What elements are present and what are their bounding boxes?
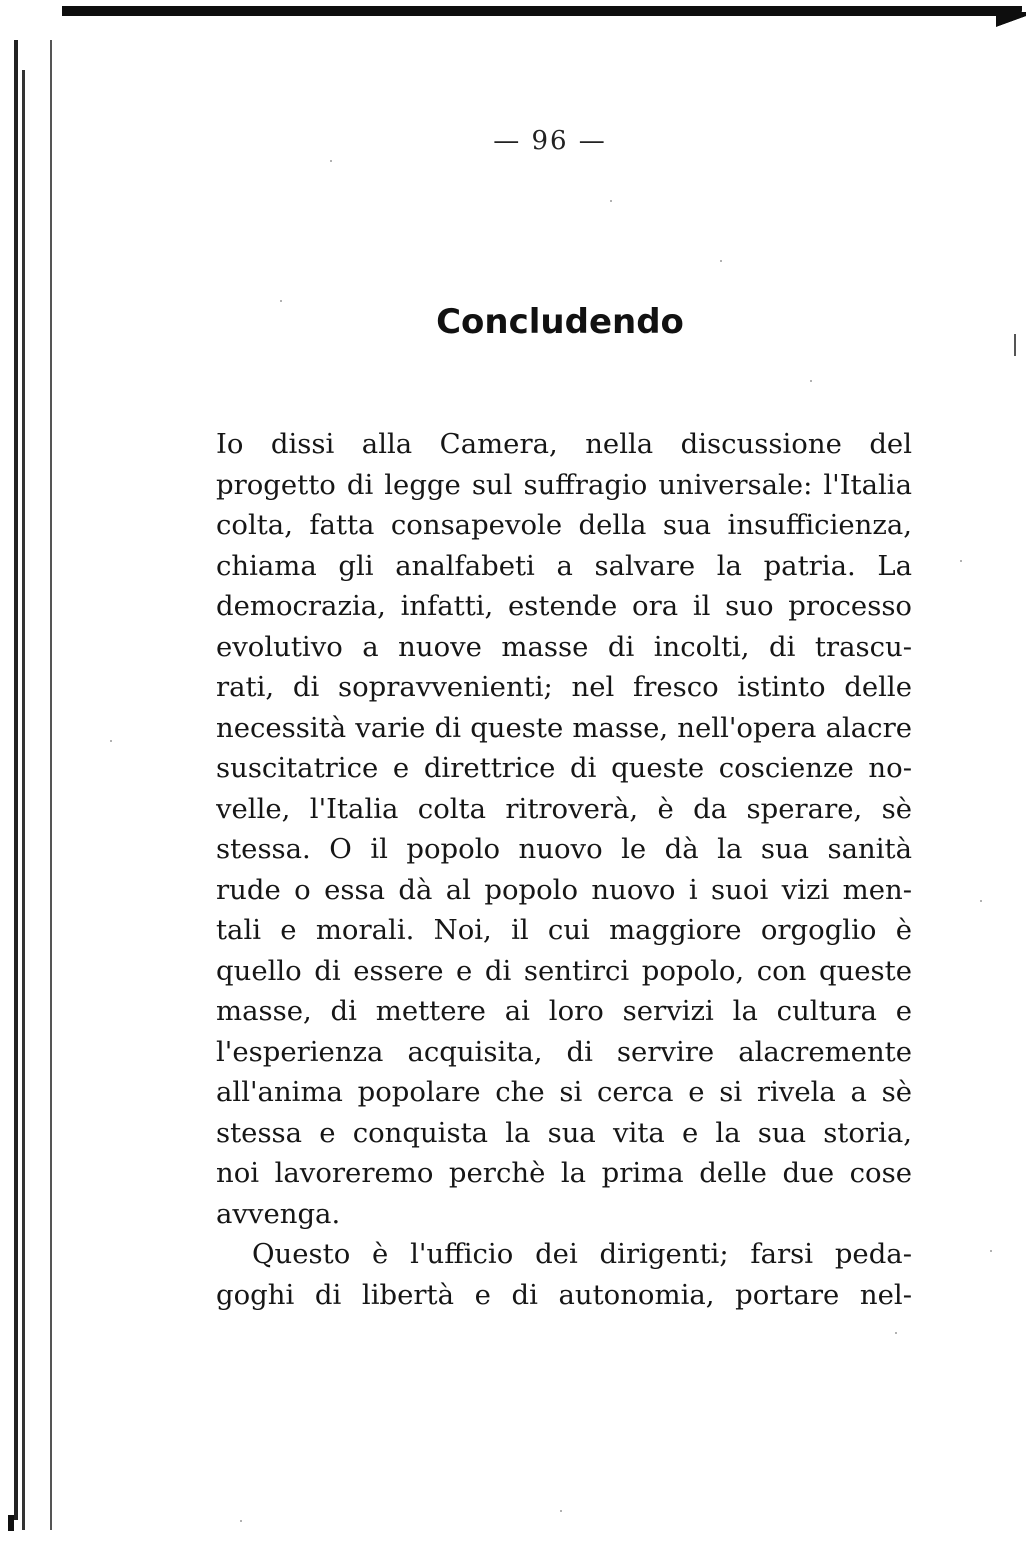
text-line: Io dissi alla Camera, nella discussione del	[216, 428, 912, 460]
text-line: suscitatrice e direttrice di queste coscienze no-	[216, 752, 912, 784]
left-page-edge	[50, 40, 52, 1530]
text-line: masse, di mettere ai loro servizi la cultura e	[216, 995, 912, 1027]
left-binding-edge-inner	[22, 70, 25, 1530]
text-line: necessità varie di queste masse, nell'opera alacre	[216, 711, 912, 744]
chapter-title: Concludendo	[436, 302, 684, 342]
text-line: quello di essere e di sentirci popolo, con queste	[216, 954, 912, 987]
scan-speckle	[110, 740, 112, 742]
text-line: all'anima popolare che si cerca e si rivela a sè	[216, 1076, 912, 1108]
text-line: avvenga.	[216, 1197, 341, 1230]
text-line: Questo è l'ufficio dei dirigenti; farsi peda-	[252, 1238, 912, 1270]
scan-speckle	[280, 300, 282, 302]
scan-speckle	[810, 380, 812, 382]
text-line: progetto di legge sul suffragio universale: l'Italia	[216, 468, 912, 501]
text-line: velle, l'Italia colta ritroverà, è da sperare, sè	[216, 792, 912, 825]
text-line: l'esperienza acquisita, di servire alacremente	[216, 1035, 912, 1068]
paragraph-1	[216, 424, 912, 1234]
scan-speckle	[610, 200, 612, 202]
text-line: rati, di sopravvenienti; nel fresco istinto delle	[216, 671, 912, 703]
corner-scan-mark	[8, 1515, 14, 1531]
scan-speckle	[990, 1250, 992, 1252]
text-line: tali e morali. Noi, il cui maggiore orgoglio è	[216, 914, 912, 946]
text-line: colta, fatta consapevole della sua insufficienza,	[216, 509, 912, 541]
top-scan-border	[62, 6, 1022, 16]
scan-speckle	[240, 1520, 242, 1522]
text-line: chiama gli analfabeti a salvare la patria. La	[216, 549, 912, 582]
scan-speckle	[895, 1332, 897, 1334]
text-line: stessa e conquista la sua vita e la sua storia,	[216, 1116, 912, 1149]
body-text	[216, 424, 912, 1315]
text-line: evolutivo a nuove masse di incolti, di trascu-	[216, 630, 912, 663]
text-line: rude o essa dà al popolo nuovo i suoi vizi men-	[216, 873, 912, 906]
scan-speckle	[980, 900, 982, 902]
scan-speckle	[960, 560, 962, 562]
text-line: stessa. O il popolo nuovo le dà la sua sanità	[216, 833, 912, 865]
scan-speckle	[560, 1510, 562, 1512]
page-number: — 96 —	[493, 126, 607, 156]
text-line: noi lavoreremo perchè la prima delle due cose	[216, 1157, 912, 1189]
left-binding-edge	[14, 40, 18, 1520]
top-scan-border-corner	[996, 12, 1026, 34]
scan-speckle	[720, 260, 722, 262]
paragraph-2	[216, 1234, 912, 1315]
text-line: goghi di libertà e di autonomia, portare nel-	[216, 1278, 912, 1311]
scan-speckle	[330, 160, 332, 162]
text-line: democrazia, infatti, estende ora il suo processo	[216, 590, 912, 622]
